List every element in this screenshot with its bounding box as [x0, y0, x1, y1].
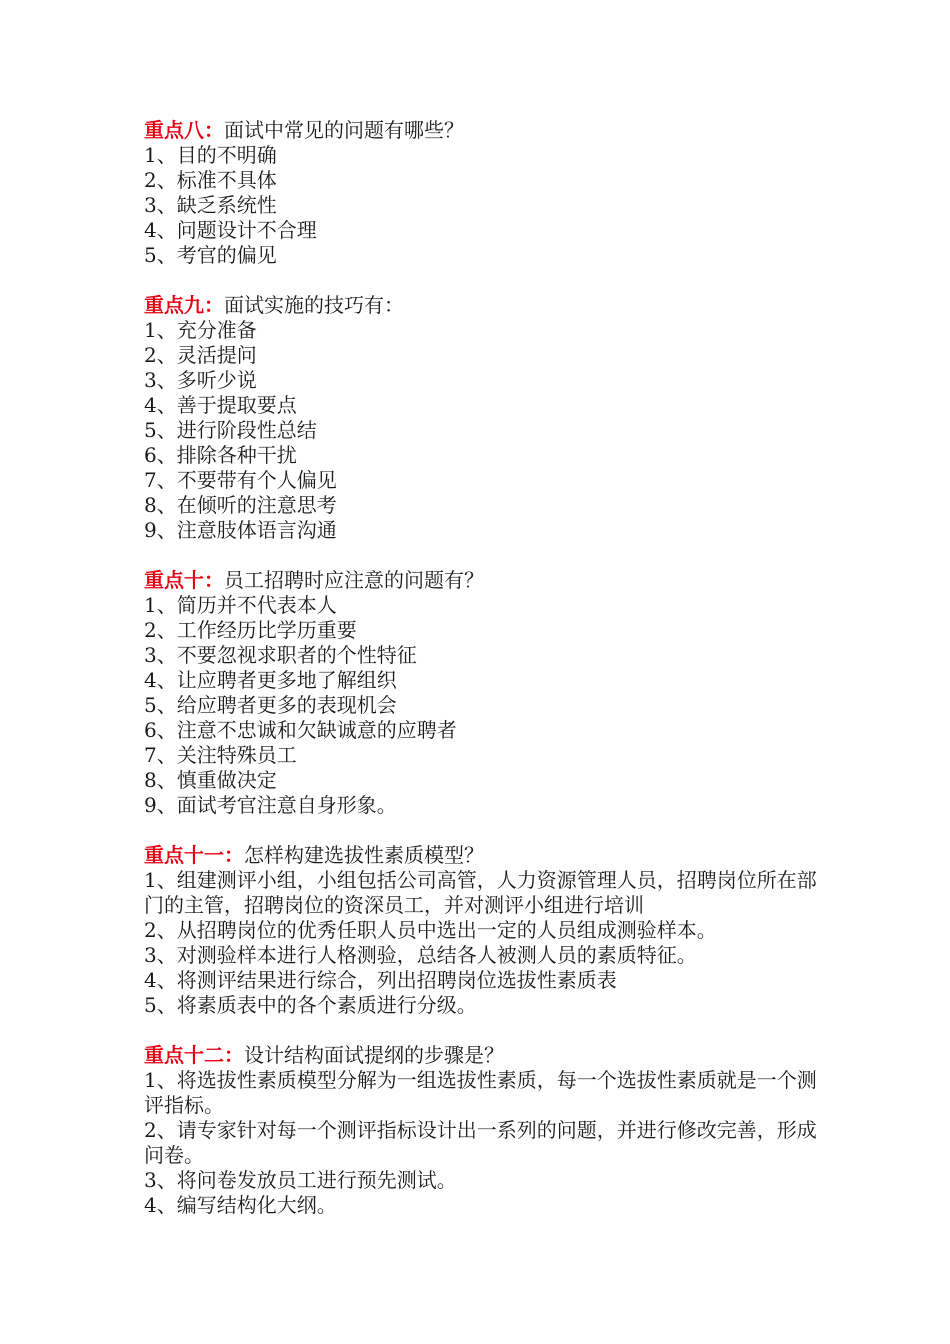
section-heading [144, 843, 824, 868]
section-question: 设计结构面试提纲的步骤是？ [244, 1043, 504, 1067]
list-item: 5、考官的偏见 [144, 243, 277, 267]
list-item: 9、面试考官注意自身形象。 [144, 793, 397, 817]
list-item: 3、多听少说 [144, 368, 257, 392]
section-key-label: 重点九： [144, 293, 224, 317]
list-item: 1、将选拔性素质模型分解为一组选拔性素质，每一个选拔性素质就是一个测评指标。 [144, 1068, 817, 1117]
list-item: 4、善于提取要点 [144, 393, 297, 417]
list-item: 5、将素质表中的各个素质进行分级。 [144, 993, 477, 1017]
section-key-point-12 [144, 1043, 824, 1218]
section-key-label: 重点八： [144, 118, 224, 142]
list-item: 2、从招聘岗位的优秀任职人员中选出一定的人员组成测验样本。 [144, 918, 717, 942]
section-key-point-8 [144, 118, 824, 268]
list-item: 5、给应聘者更多的表现机会 [144, 693, 397, 717]
document-page [144, 118, 824, 1243]
section-heading [144, 118, 824, 143]
section-key-label: 重点十一： [144, 843, 244, 867]
list-item: 4、让应聘者更多地了解组织 [144, 668, 397, 692]
list-item: 4、问题设计不合理 [144, 218, 317, 242]
list-item: 1、简历并不代表本人 [144, 593, 337, 617]
section-key-point-11 [144, 843, 824, 1018]
list-item: 3、缺乏系统性 [144, 193, 277, 217]
list-item: 3、不要忽视求职者的个性特征 [144, 643, 417, 667]
list-item: 1、充分准备 [144, 318, 257, 342]
section-heading [144, 1043, 824, 1068]
list-item: 9、注意肢体语言沟通 [144, 518, 337, 542]
section-heading [144, 293, 824, 318]
list-item: 7、关注特殊员工 [144, 743, 297, 767]
list-item: 5、进行阶段性总结 [144, 418, 317, 442]
list-item: 6、排除各种干扰 [144, 443, 297, 467]
section-key-label: 重点十： [144, 568, 224, 592]
list-item: 2、工作经历比学历重要 [144, 618, 357, 642]
list-item: 2、标准不具体 [144, 168, 277, 192]
list-item: 8、在倾听的注意思考 [144, 493, 337, 517]
list-item: 1、目的不明确 [144, 143, 277, 167]
list-item: 2、灵活提问 [144, 343, 257, 367]
section-key-point-10 [144, 568, 824, 818]
section-question: 面试实施的技巧有： [224, 293, 404, 317]
list-item: 4、编写结构化大纲。 [144, 1193, 337, 1217]
list-item: 6、注意不忠诚和欠缺诚意的应聘者 [144, 718, 457, 742]
list-item: 3、将问卷发放员工进行预先测试。 [144, 1168, 457, 1192]
section-question: 怎样构建选拔性素质模型？ [244, 843, 484, 867]
list-item: 4、将测评结果进行综合，列出招聘岗位选拔性素质表 [144, 968, 617, 992]
list-item: 8、慎重做决定 [144, 768, 277, 792]
section-key-label: 重点十二： [144, 1043, 244, 1067]
section-question: 员工招聘时应注意的问题有？ [224, 568, 484, 592]
list-item: 3、对测验样本进行人格测验，总结各人被测人员的素质特征。 [144, 943, 697, 967]
list-item: 7、不要带有个人偏见 [144, 468, 337, 492]
list-item: 1、组建测评小组，小组包括公司高管，人力资源管理人员，招聘岗位所在部门的主管，招聘岗位的资深员工，并对测评小组进行培训 [144, 868, 817, 917]
list-item: 2、请专家针对每一个测评指标设计出一系列的问题，并进行修改完善，形成问卷。 [144, 1118, 817, 1167]
section-key-point-9 [144, 293, 824, 543]
section-question: 面试中常见的问题有哪些？ [224, 118, 464, 142]
section-heading [144, 568, 824, 593]
